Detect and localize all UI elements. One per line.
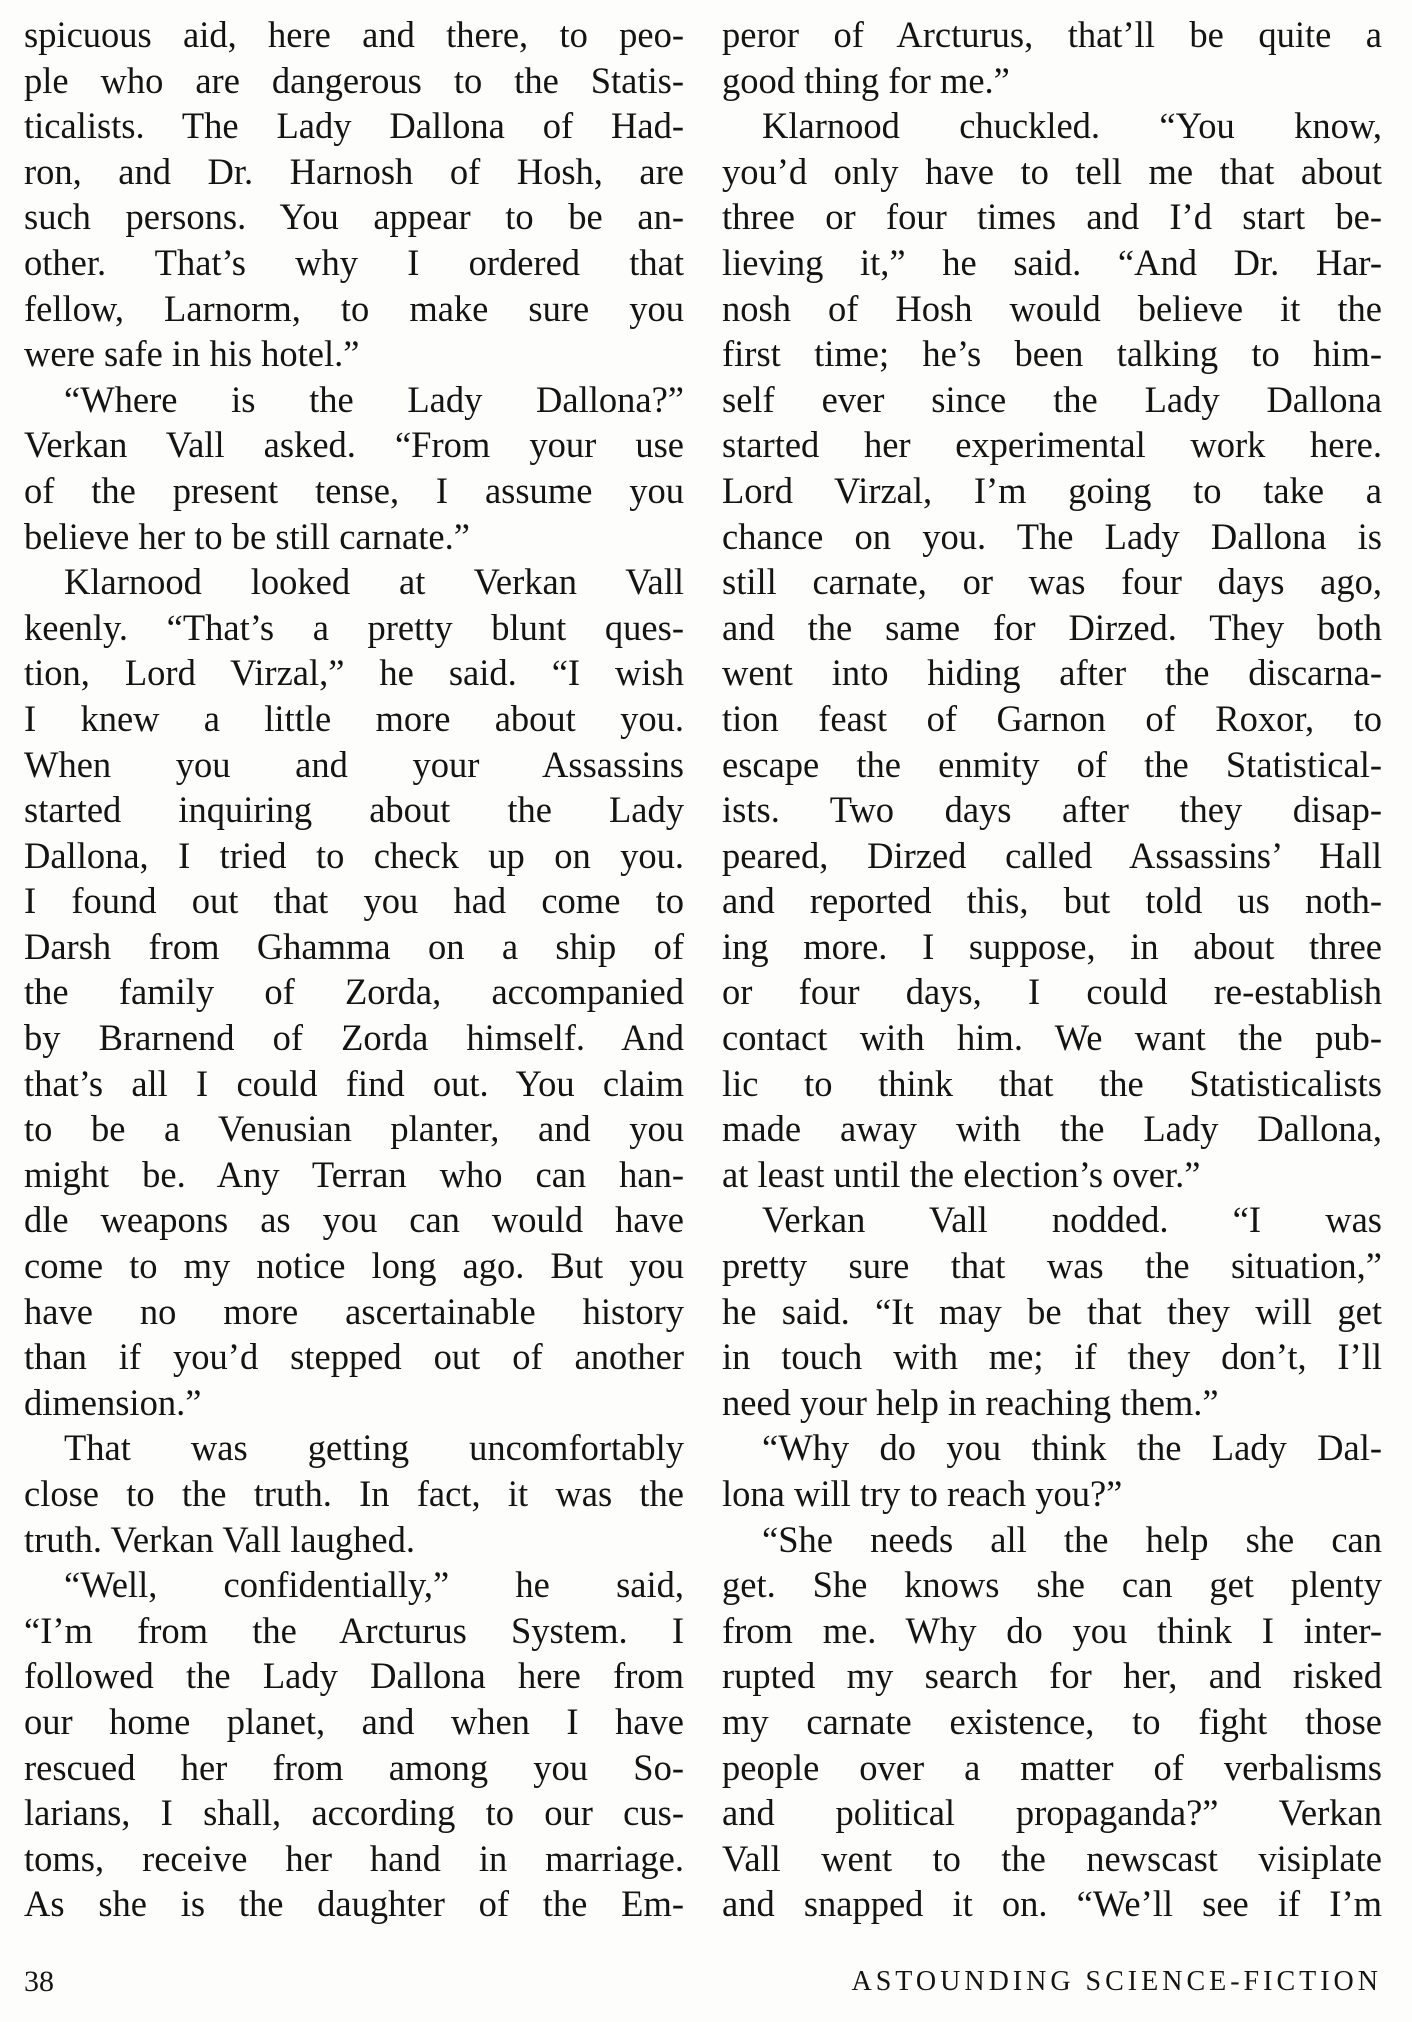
text-line: “Where is the Lady Dallona?” [64,378,684,420]
text-line: by Brarnend of Zorda himself. And [24,1017,684,1059]
text-line: than if you’d stepped out of another [24,1336,684,1378]
text-line: started inquiring about the Lady [24,789,684,831]
running-head: ASTOUNDING SCIENCE-FICTION [851,1966,1382,1997]
text-line: dle weapons as you can would have [24,1199,684,1241]
text-line: need your help in reaching them.” [722,1381,1219,1423]
text-line: followed the Lady Dallona here from [24,1655,684,1697]
text-line: ron, and Dr. Harnosh of Hosh, are [24,150,684,192]
text-line: or four days, I could re-establish [722,971,1382,1013]
text-line: ticalists. The Lady Dallona of Had- [24,105,684,147]
text-line: people over a matter of verbalisms [722,1746,1382,1788]
text-line: That was getting uncomfortably [64,1427,684,1469]
text-line: peror of Arcturus, that’ll be quite a [722,14,1382,55]
text-line: such persons. You appear to be an- [24,196,684,238]
text-line: were safe in his hotel.” [24,333,360,375]
text-line: keenly. “That’s a pretty blunt ques- [24,606,684,648]
text-line: at least until the election’s over.” [722,1153,1201,1195]
text-line: tion feast of Garnon of Roxor, to [722,697,1382,739]
text-line: peared, Dirzed called Assassins’ Hall [722,834,1382,876]
text-line: three or four times and I’d start be- [722,196,1382,238]
text-line: good thing for me.” [722,59,1010,101]
text-line: started her experimental work here. [722,424,1382,466]
right-column [722,12,1382,1927]
text-line: he said. “It may be that they will get [722,1290,1382,1332]
text-line: rupted my search for her, and risked [722,1655,1382,1697]
text-line: “She needs all the help she can [762,1518,1382,1560]
text-line: escape the enmity of the Statistical- [722,743,1382,785]
text-line: Dallona, I tried to check up on you. [24,834,684,876]
left-column [24,12,684,1927]
text-line: Verkan Vall nodded. “I was [762,1199,1382,1241]
text-line: believe her to be still carnate.” [24,515,470,557]
text-line: close to the truth. In fact, it was the [24,1473,684,1514]
text-line: nosh of Hosh would believe it the [722,287,1382,329]
text-line: contact with him. We want the pub- [722,1017,1382,1059]
text-line: to be a Venusian planter, and you [24,1108,684,1150]
text-line: get. She knows she can get plenty [722,1564,1382,1606]
text-line: have no more ascertainable history [24,1290,684,1332]
text-line: in touch with me; if they don’t, I’ll [722,1336,1382,1378]
text-line: Lord Virzal, I’m going to take a [722,469,1382,511]
text-line: truth. Verkan Vall laughed. [24,1518,415,1560]
text-line: toms, receive her hand in marriage. [24,1837,684,1879]
text-line: lic to think that the Statisticalists [722,1062,1382,1104]
text-line: our home planet, and when I have [24,1700,684,1742]
text-line: As she is the daughter of the Em- [24,1883,684,1925]
text-line: and political propaganda?” Verkan [722,1792,1382,1834]
text-line: lona will try to reach you?” [722,1473,1123,1514]
text-line: tion, Lord Virzal,” he said. “I wish [24,652,684,694]
text-line: spicuous aid, here and there, to peo- [24,14,684,55]
page-number: 38 [24,1965,54,1998]
text-line: lieving it,” he said. “And Dr. Har- [722,241,1382,283]
text-line: the family of Zorda, accompanied [24,971,684,1013]
text-line: went into hiding after the discarna- [722,652,1382,694]
text-line: “I’m from the Arcturus System. I [24,1609,684,1651]
text-line: ing more. I suppose, in about three [722,925,1382,967]
text-line: When you and your Assassins [24,743,684,785]
text-line: ists. Two days after they disap- [722,789,1382,831]
text-line: that’s all I could find out. You claim [24,1062,684,1104]
text-line: “Why do you think the Lady Dal- [762,1427,1382,1469]
text-line: first time; he’s been talking to him- [722,333,1382,375]
text-line: Verkan Vall asked. “From your use [24,424,684,466]
text-line: rescued her from among you So- [24,1746,684,1788]
text-line: ple who are dangerous to the Statis- [24,59,684,101]
text-line: fellow, Larnorm, to make sure you [24,287,684,329]
text-line: I knew a little more about you. [24,697,684,739]
text-line: Klarnood chuckled. “You know, [762,105,1382,147]
text-line: my carnate existence, to fight those [722,1700,1382,1742]
text-line: and snapped it on. “We’ll see if I’m [722,1883,1382,1925]
text-line: of the present tense, I assume you [24,469,684,511]
text-line: self ever since the Lady Dallona [722,378,1382,420]
text-line: come to my notice long ago. But you [24,1245,684,1287]
text-line: you’d only have to tell me that about [722,150,1382,192]
page-footer [24,1962,1382,2002]
text-line: Darsh from Ghamma on a ship of [24,925,684,967]
text-line: larians, I shall, according to our cus- [24,1792,684,1834]
text-line: Klarnood looked at Verkan Vall [64,561,684,603]
text-line: “Well, confidentially,” he said, [64,1564,684,1606]
text-line: Vall went to the newscast visiplate [722,1837,1382,1879]
text-line: other. That’s why I ordered that [24,241,684,283]
text-line: I found out that you had come to [24,880,684,922]
text-line: chance on you. The Lady Dallona is [722,515,1382,557]
text-line: and the same for Dirzed. They both [722,606,1382,648]
text-line: still carnate, or was four days ago, [722,561,1382,603]
text-line: made away with the Lady Dallona, [722,1108,1382,1150]
text-line: dimension.” [24,1381,202,1423]
text-line: pretty sure that was the situation,” [722,1245,1382,1287]
text-line: and reported this, but told us noth- [722,880,1382,922]
text-line: might be. Any Terran who can han- [24,1153,684,1195]
text-line: from me. Why do you think I inter- [722,1609,1382,1651]
